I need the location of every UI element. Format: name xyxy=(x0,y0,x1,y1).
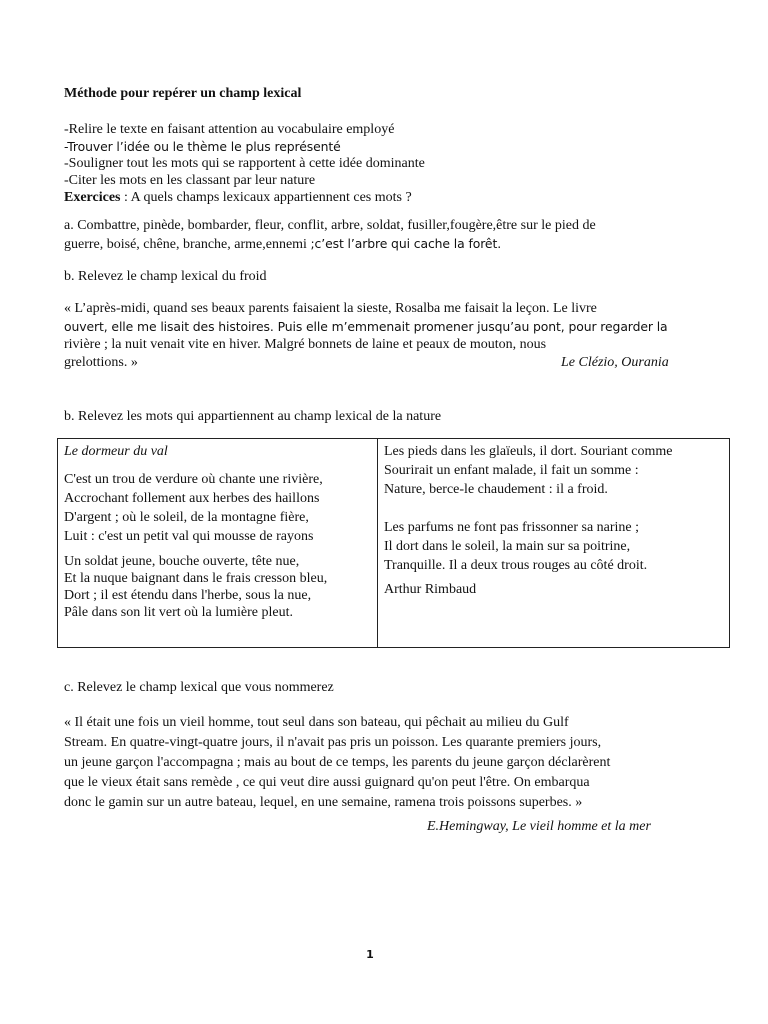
exercise-c-quote xyxy=(64,713,694,813)
poem-verse: D'argent ; où le soleil, de la montagne fière, xyxy=(64,510,309,525)
poem-column-left xyxy=(58,439,378,648)
poem-verse: Luit : c'est un petit val qui mousse de rayons xyxy=(64,529,314,544)
quote-line: « L’après-midi, quand ses beaux parents faisaient la sieste, Rosalba me faisait la leçon. Le livre xyxy=(64,301,597,316)
poem-author: Arthur Rimbaud xyxy=(384,582,477,597)
exercise-a-line-2-end: ;c’est l’arbre qui cache la forêt. xyxy=(310,236,502,251)
method-list xyxy=(64,121,694,206)
poem-column-right xyxy=(378,439,730,648)
poem-stanza-2 xyxy=(64,553,371,621)
poem-title: Le dormeur du val xyxy=(64,444,168,459)
poem-verse: Et la nuque baignant dans le frais cresson bleu, xyxy=(64,571,328,586)
exercises-label: Exercices xyxy=(64,190,121,205)
quote-line-end: grelottions. » xyxy=(64,355,138,370)
quote-source: Le Clézio, Ourania xyxy=(561,355,669,370)
method-step-3: -Souligner tout les mots qui se rapportent à cette idée dominante xyxy=(64,156,425,171)
poem-verse: Pâle dans son lit vert où la lumière pleut. xyxy=(64,605,294,620)
page-number: 1 xyxy=(366,948,374,961)
poem-verse: Sourirait un enfant malade, il fait un somme : xyxy=(384,463,639,478)
quote-line: un jeune garçon l'accompagna ; mais au bout de ce temps, les parents du jeune garçon déclarèrent xyxy=(64,755,611,770)
method-step-1: -Relire le texte en faisant attention au vocabulaire employé xyxy=(64,122,395,137)
poem-verse: Les pieds dans les glaïeuls, il dort. Souriant comme xyxy=(384,444,673,459)
exercise-c-source: E.Hemingway, Le vieil homme et la mer xyxy=(427,819,651,834)
poem-verse: Il dort dans le soleil, la main sur sa poitrine, xyxy=(384,539,631,554)
method-step-2: -Trouver l’idée ou le thème le plus représenté xyxy=(64,139,341,154)
poem-stanza-3 xyxy=(384,442,723,499)
poem-verse: Tranquille. Il a deux trous rouges au côté droit. xyxy=(384,558,648,573)
exercise-a-line-2 xyxy=(64,235,694,254)
exercise-b-quote xyxy=(64,300,694,372)
quote-line: « Il était une fois un vieil homme, tout seul dans son bateau, qui pêchait au milieu du Gulf xyxy=(64,715,569,730)
method-step-4: -Citer les mots en les classant par leur nature xyxy=(64,173,316,188)
quote-line: que le vieux était sans remède , ce qui veut dire aussi guignard qu'on peut l'être. On embarqua xyxy=(64,775,590,790)
quote-line: ouvert, elle me lisait des histoires. Puis elle m’emmenait promener jusqu’au pont, pour regarder la xyxy=(64,319,668,334)
exercises-question: : A quels champs lexicaux appartiennent ces mots ? xyxy=(120,190,412,205)
page-title: Méthode pour repérer un champ lexical xyxy=(64,86,302,101)
poem-stanza-1 xyxy=(64,470,371,546)
poem-table xyxy=(57,438,730,648)
exercise-b-heading: b. Relevez le champ lexical du froid xyxy=(64,269,267,284)
exercises-intro xyxy=(64,189,694,206)
exercise-a xyxy=(64,217,694,254)
quote-line xyxy=(64,354,694,372)
poem-verse: C'est un trou de verdure où chante une rivière, xyxy=(64,472,323,487)
poem-verse: Un soldat jeune, bouche ouverte, tête nue, xyxy=(64,554,300,569)
exercise-a-line-2-start: guerre, boisé, chêne, branche, arme,ennemi xyxy=(64,237,311,252)
poem-verse: Les parfums ne font pas frissonner sa narine ; xyxy=(384,520,640,535)
exercise-a-line-1: a. Combattre, pinède, bombarder, fleur, conflit, arbre, soldat, fusiller,fougère,être sur le pied de xyxy=(64,218,596,233)
exercise-c-heading: c. Relevez le champ lexical que vous nommerez xyxy=(64,680,334,695)
poem-verse: Dort ; il est étendu dans l'herbe, sous la nue, xyxy=(64,588,312,603)
poem-verse: Accrochant follement aux herbes des haillons xyxy=(64,491,320,506)
quote-line: Stream. En quatre-vingt-quatre jours, il n'avait pas pris un poisson. Les quarante premiers jours, xyxy=(64,735,602,750)
poem-verse: Nature, berce-le chaudement : il a froid. xyxy=(384,482,608,497)
exercise-b2-heading: b. Relevez les mots qui appartiennent au champ lexical de la nature xyxy=(64,409,442,424)
poem-stanza-4 xyxy=(384,518,723,575)
quote-line: rivière ; la nuit venait vite en hiver. Malgré bonnets de laine et peaux de mouton, nous xyxy=(64,337,547,352)
quote-line: donc le gamin sur un autre bateau, lequel, en une semaine, ramena trois poissons superbes. » xyxy=(64,795,583,810)
